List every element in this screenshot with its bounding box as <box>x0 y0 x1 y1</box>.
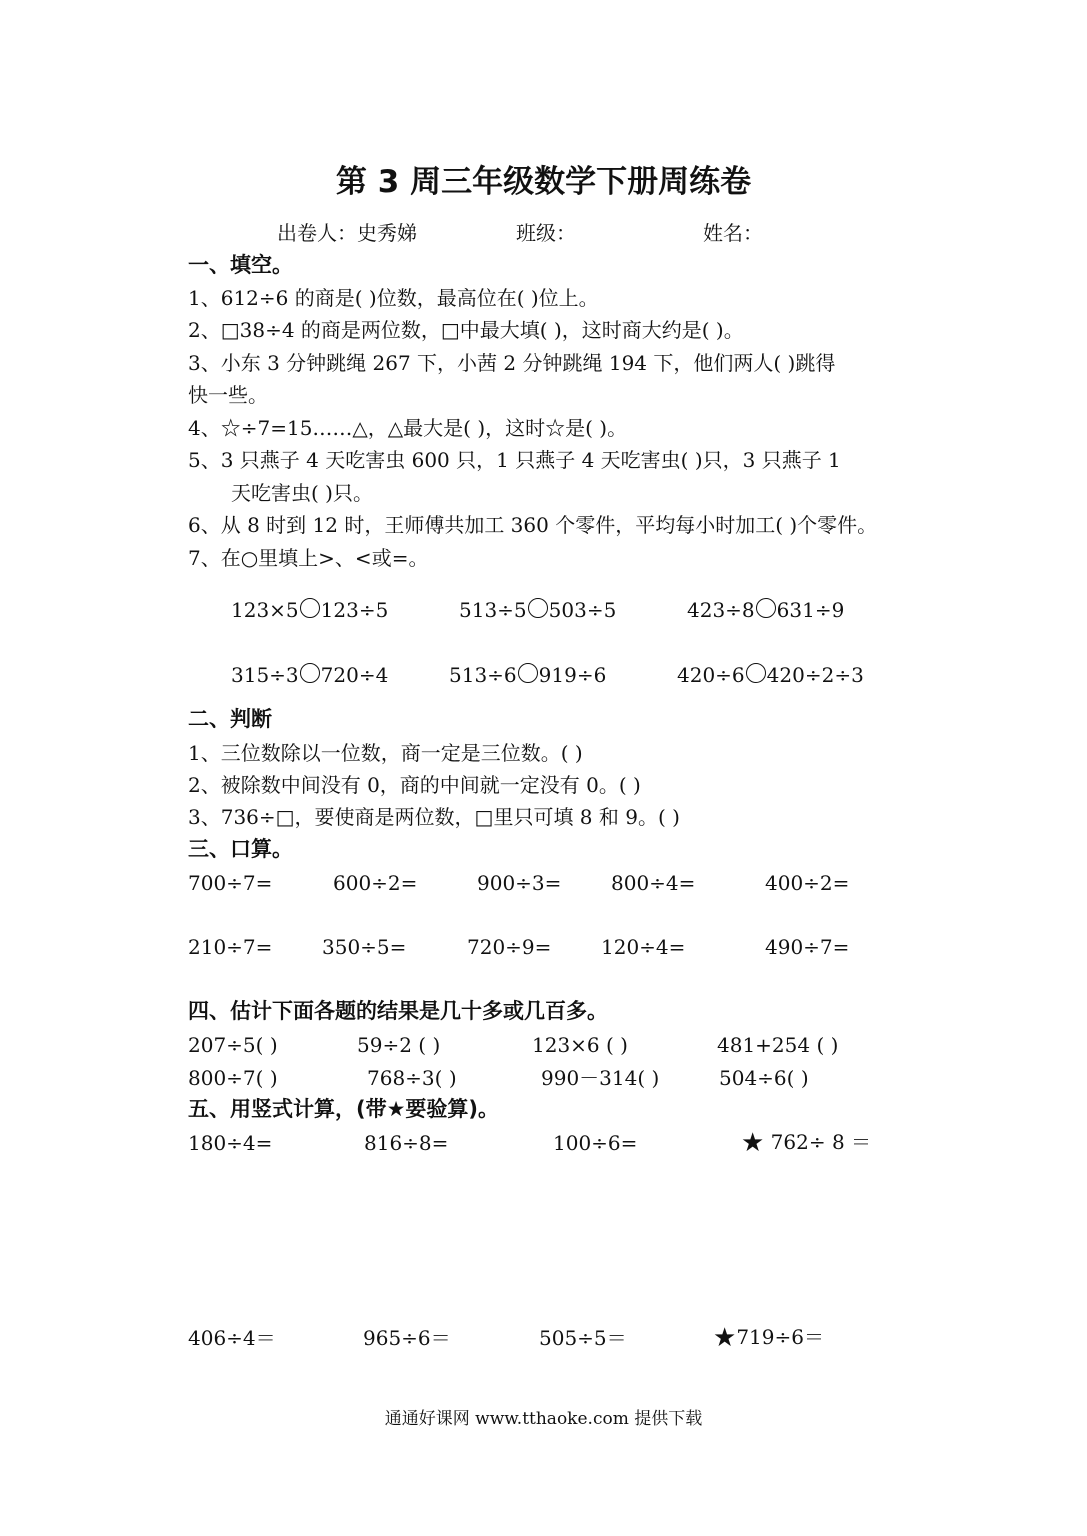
compare-left: 123×5 <box>231 598 299 622</box>
question-text: 4、☆÷7=15……△，△最大是( )，这时☆是( )。 <box>188 416 628 440</box>
compare-left: 513÷6 <box>449 663 517 687</box>
compare-right: 720÷4 <box>320 663 389 687</box>
blank-circle-icon <box>528 598 548 618</box>
calc-item: 816÷8= <box>364 1131 449 1155</box>
calc-expression: 719÷6＝ <box>736 1325 824 1349</box>
compare-right: 919÷6 <box>538 663 607 687</box>
compare-right: 503÷5 <box>548 598 617 622</box>
calc-expression: 762÷ 8 ＝ <box>770 1130 872 1154</box>
oral-item: 400÷2= <box>765 871 850 895</box>
question-text: 快一些。 <box>188 383 268 407</box>
blank-circle-icon <box>518 663 538 683</box>
calc-item: 180÷4= <box>188 1131 273 1155</box>
oral-item: 490÷7= <box>765 935 850 959</box>
section-heading-estimate: 四、估计下面各题的结果是几十多或几百多。 <box>188 999 608 1023</box>
question-text: 3、736÷□，要使商是两位数，□里只可填 8 和 9。( ) <box>188 805 680 829</box>
estimate-item: 990－314( ) <box>541 1066 660 1090</box>
compare-item <box>677 663 864 685</box>
compare-left: 423÷8 <box>687 598 755 622</box>
calc-item: 505÷5＝ <box>539 1326 627 1350</box>
compare-left: 315÷3 <box>231 663 299 687</box>
question-text: 天吃害虫( )只。 <box>231 481 373 505</box>
oral-item: 720÷9= <box>467 935 552 959</box>
section-heading-mental-math: 三、口算。 <box>188 837 293 861</box>
question-text: 1、三位数除以一位数，商一定是三位数。( ) <box>188 741 583 765</box>
section-heading-judge: 二、判断 <box>188 707 272 731</box>
question-text: 6、从 8 时到 12 时，王师傅共加工 360 个零件，平均每小时加工( )个零件。 <box>188 513 878 537</box>
calc-item: 965÷6＝ <box>363 1326 451 1350</box>
compare-left: 513÷5 <box>459 598 527 622</box>
calc-item-starred <box>741 1130 871 1156</box>
blank-circle-icon <box>746 663 766 683</box>
compare-item <box>231 598 388 620</box>
estimate-item: 207÷5( ) <box>188 1033 278 1057</box>
section-heading-vertical-calc: 五、用竖式计算，(带★要验算)。 <box>188 1097 500 1121</box>
compare-item <box>231 663 388 685</box>
footer-credit: 通通好课网 www.tthaoke.com 提供下载 <box>384 1409 703 1429</box>
calc-item-starred <box>713 1325 824 1351</box>
question-text: 1、612÷6 的商是( )位数，最高位在( )位上。 <box>188 286 599 310</box>
question-text: 7、在○里填上>、<或=。 <box>188 546 429 570</box>
compare-left: 420÷6 <box>677 663 745 687</box>
estimate-item: 800÷7( ) <box>188 1066 278 1090</box>
section-heading-fill-blank: 一、填空。 <box>188 253 293 277</box>
oral-item: 900÷3= <box>477 871 562 895</box>
estimate-item: 481+254 ( ) <box>717 1033 839 1057</box>
star-icon: ★ <box>741 1128 765 1158</box>
calc-item: 406÷4＝ <box>188 1326 276 1350</box>
oral-item: 350÷5= <box>322 935 407 959</box>
compare-right: 420÷2÷3 <box>766 663 864 687</box>
author-label: 出卷人：史秀娣 <box>277 221 417 245</box>
compare-item <box>459 598 616 620</box>
compare-item <box>449 663 606 685</box>
class-label: 班级： <box>516 221 576 245</box>
question-text: 3、小东 3 分钟跳绳 267 下，小茜 2 分钟跳绳 194 下，他们两人( )跳得 <box>188 351 836 375</box>
star-icon: ★ <box>713 1323 737 1353</box>
question-text: 2、□38÷4 的商是两位数，□中最大填( )，这时商大约是( )。 <box>188 318 744 342</box>
calc-item: 100÷6= <box>553 1131 638 1155</box>
estimate-item: 504÷6( ) <box>719 1066 809 1090</box>
compare-item <box>687 598 844 620</box>
name-label: 姓名： <box>703 221 763 245</box>
compare-right: 631÷9 <box>776 598 845 622</box>
question-text: 2、被除数中间没有 0，商的中间就一定没有 0。( ) <box>188 773 641 797</box>
blank-circle-icon <box>756 598 776 618</box>
blank-circle-icon <box>300 663 320 683</box>
estimate-item: 59÷2 ( ) <box>357 1033 441 1057</box>
oral-item: 210÷7= <box>188 935 273 959</box>
oral-item: 700÷7= <box>188 871 273 895</box>
page-title: 第 3 周三年级数学下册周练卷 <box>335 164 752 200</box>
oral-item: 800÷4= <box>611 871 696 895</box>
oral-item: 600÷2= <box>333 871 418 895</box>
compare-right: 123÷5 <box>320 598 389 622</box>
blank-circle-icon <box>300 598 320 618</box>
question-text: 5、3 只燕子 4 天吃害虫 600 只，1 只燕子 4 天吃害虫( )只，3 只燕子 1 <box>188 448 841 472</box>
estimate-item: 768÷3( ) <box>367 1066 457 1090</box>
estimate-item: 123×6 ( ) <box>532 1033 628 1057</box>
oral-item: 120÷4= <box>601 935 686 959</box>
